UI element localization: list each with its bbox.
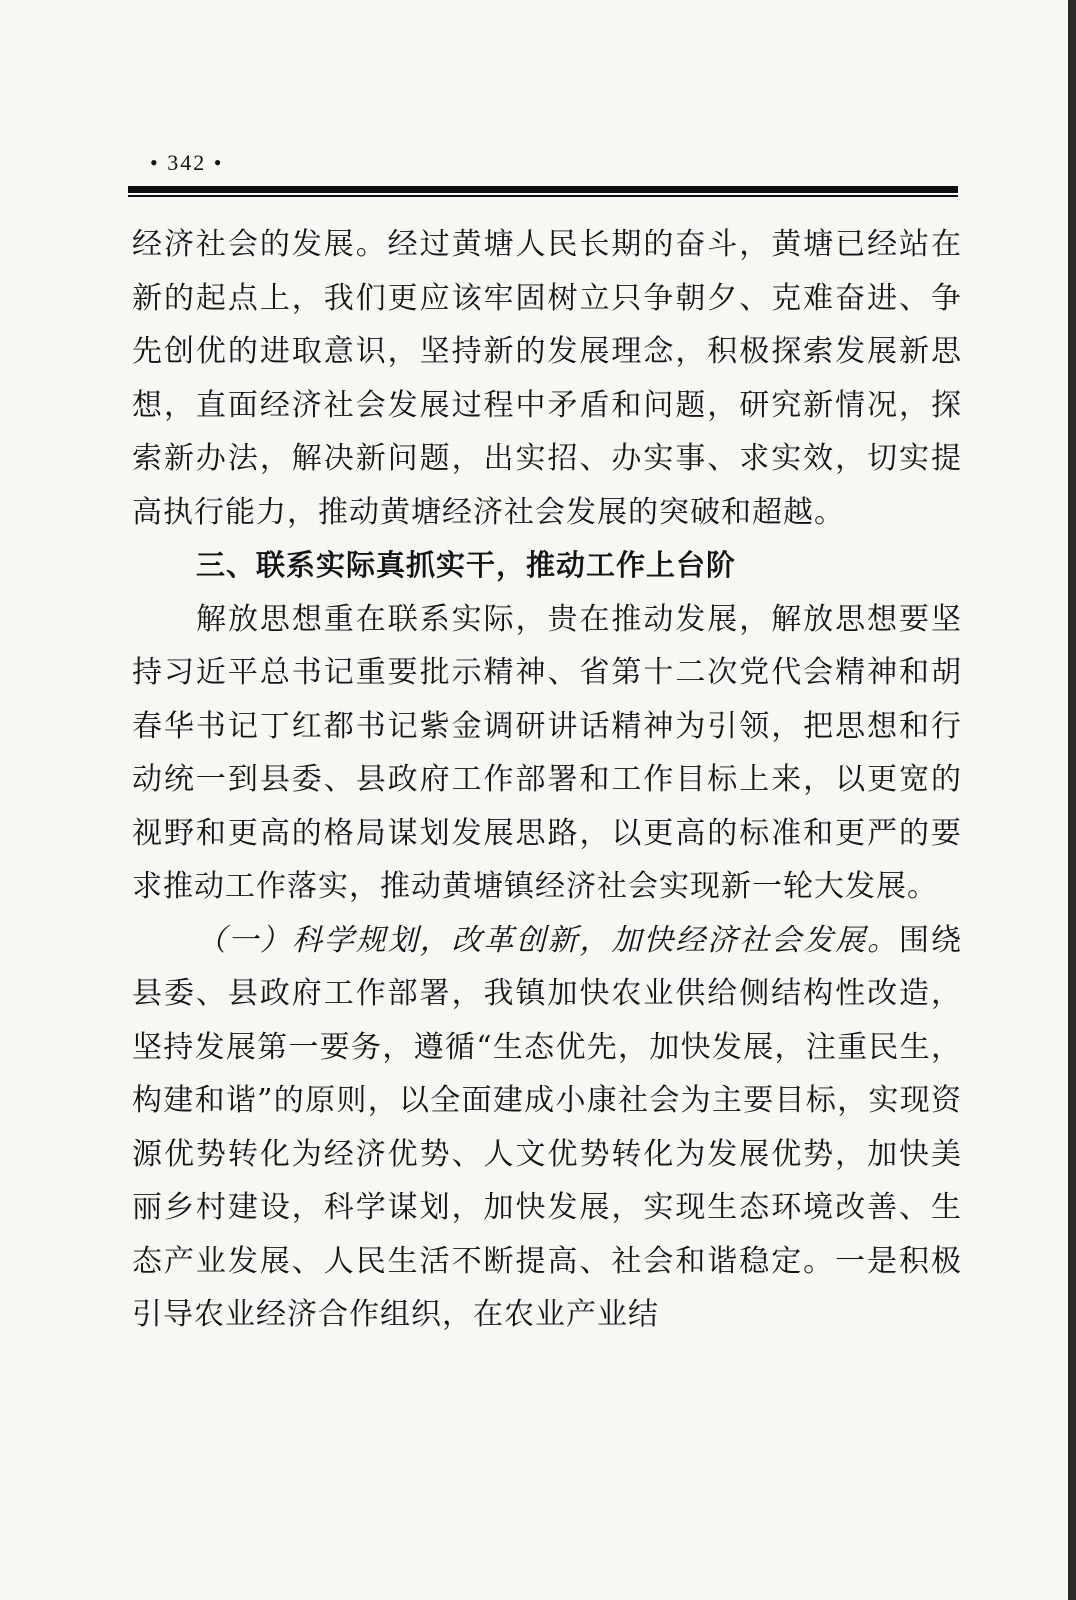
sub-heading: （一）科学规划，改革创新，加快经济社会发展。 xyxy=(196,922,900,958)
header-rule-thin xyxy=(128,195,958,197)
paragraph-with-subheading xyxy=(132,914,962,1342)
paragraph-text: 围绕县委、县政府工作部署，我镇加快农业供给侧结构性改造，坚持发展第一要务，遵循“生态优先，加快发展，注重民生，构建和谐”的原则，以全面建成小康社会为主要目标，实现资源优势转化为经济优势、人文优势转化为发展优势，加快美丽乡村建设，科学谋划，加快发展，实现生态环境改善、生态产业发展、人民生活不断提高、社会和谐稳定。一是积极引导农业经济合作组织，在农业产业结 xyxy=(132,922,963,1332)
paragraph: 解放思想重在联系实际，贵在推动发展，解放思想要坚持习近平总书记重要批示精神、省第十二次党代会精神和胡春华书记丁红都书记紫金调研讲话精神为引领，把思想和行动统一到县委、县政府工作部署和工作目标上来，以更宽的视野和更高的格局谋划发展思路，以更高的标准和更严的要求推动工作落实，推动黄塘镇经济社会实现新一轮大发展。 xyxy=(132,601,962,904)
body-text xyxy=(132,218,962,1342)
scan-edge xyxy=(1068,0,1076,1600)
paragraph-continued: 经济社会的发展。经过黄塘人民长期的奋斗，黄塘已经站在新的起点上，我们更应该牢固树立只争朝夕、克难奋进、争先创优的进取意识，坚持新的发展理念，积极探索发展新思想，直面经济社会发展过程中矛盾和问题，研究新情况，探索新办法，解决新问题，出实招、办实事、求实效，切实提高执行能力，推动黄塘经济社会发展的突破和超越。 xyxy=(132,227,962,530)
header-rule-thick xyxy=(128,186,958,193)
page-number: • 342 • xyxy=(150,150,224,175)
section-heading: 三、联系实际真抓实干，推动工作上台阶 xyxy=(196,548,737,582)
